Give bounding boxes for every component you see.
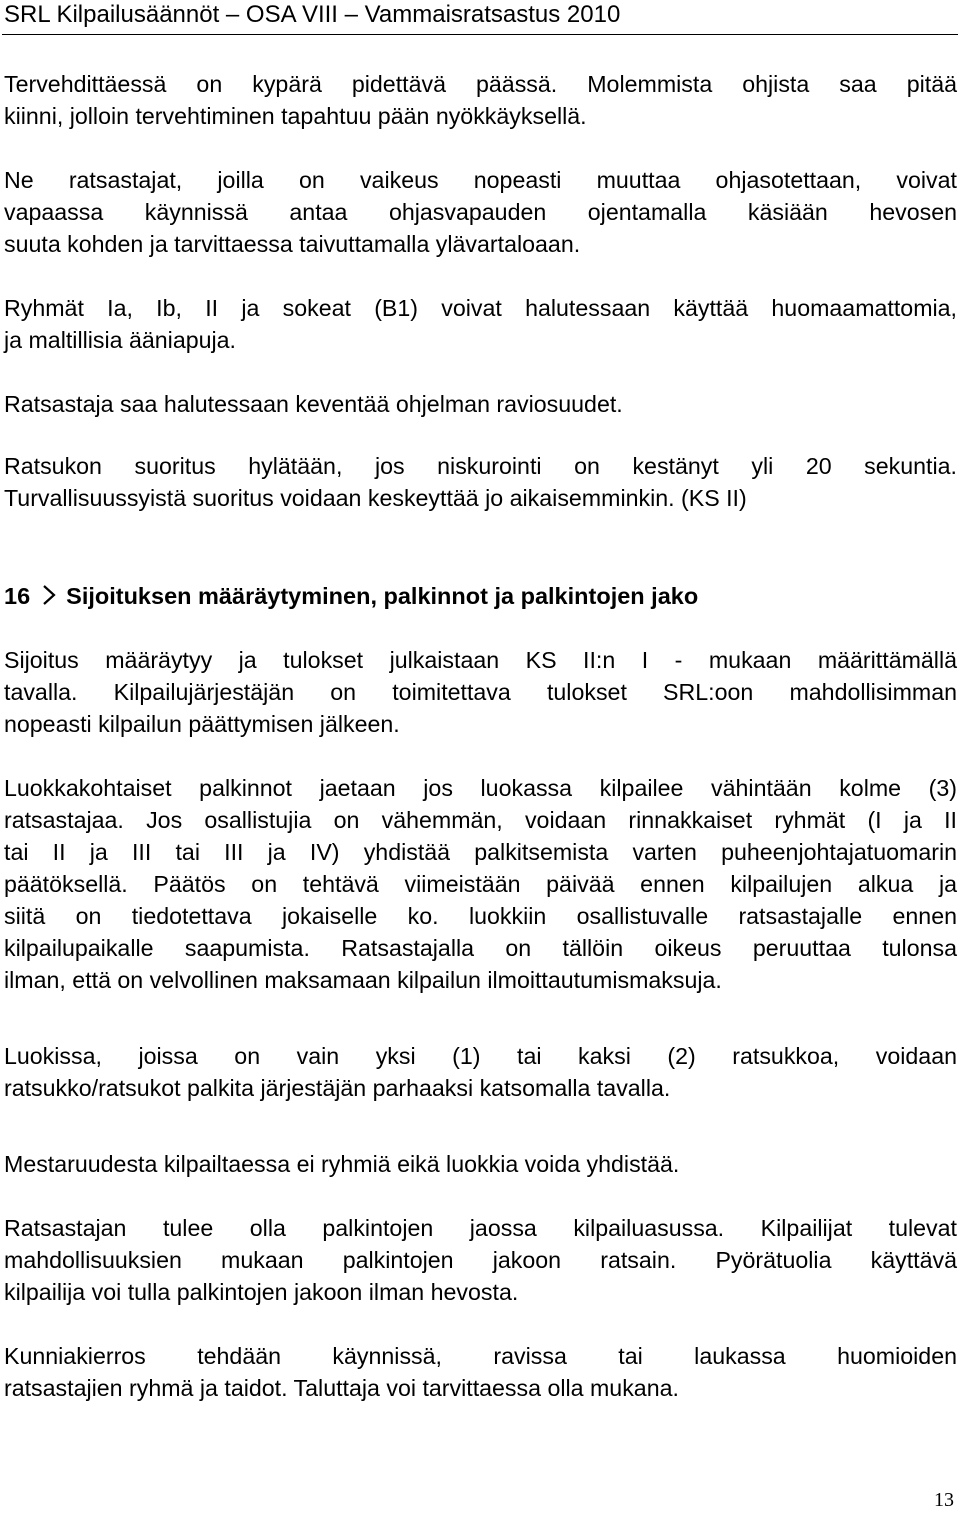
- text-line: Ryhmät Ia, Ib, II ja sokeat (B1) voivat halutessaan käyttää huomaamattomia,: [4, 295, 957, 321]
- text-line: kilpailija voi tulla palkintojen jakoon ilman hevosta.: [4, 1279, 519, 1305]
- text-line: vapaassa käynnissä antaa ohjasvapauden ojentamalla käsiään hevosen: [4, 199, 957, 225]
- text-line: ja maltillisia ääniapuja.: [4, 327, 236, 353]
- text-line: Ne ratsastajat, joilla on vaikeus nopeasti muuttaa ohjasotettaan, voivat: [4, 167, 957, 193]
- text-line: suuta kohden ja tarvittaessa taivuttamalla ylävartaloaan.: [4, 231, 581, 257]
- paragraph-reins: [4, 164, 957, 260]
- text-line: ratsastajien ryhmä ja taidot. Taluttaja voi tarvittaessa olla mukana.: [4, 1375, 679, 1401]
- text-line: siitä on tiedotettava jokaiselle ko. luokkiin osallistuvalle ratsastajalle ennen: [4, 903, 957, 929]
- tab-arrow-icon: [42, 582, 56, 614]
- section-heading: [4, 580, 698, 614]
- text-line: kiinni, jolloin tervehtiminen tapahtuu pään nyökkäyksellä.: [4, 103, 587, 129]
- text-line: Sijoitus määräytyy ja tulokset julkaistaan KS II:n I - mukaan määrittämällä: [4, 647, 957, 673]
- paragraph-helmet: [4, 68, 957, 132]
- text-line: Luokissa, joissa on vain yksi (1) tai kaksi (2) ratsukkoa, voidaan: [4, 1043, 957, 1069]
- paragraph-lap-of-honour: [4, 1340, 957, 1404]
- text-line: Turvallisuussyistä suoritus voidaan keskeyttää jo aikaisemminkin. (KS II): [4, 485, 747, 511]
- text-line: Ratsukon suoritus hylätään, jos niskurointi on kestänyt yli 20 sekuntia.: [4, 453, 957, 479]
- text-line: Kunniakierros tehdään käynnissä, ravissa tai laukassa huomioiden: [4, 1343, 957, 1369]
- text-line: Tervehdittäessä on kypärä pidettävä päässä. Molemmista ohjista saa pitää: [4, 71, 957, 97]
- text-line: ilman, että on velvollinen maksamaan kilpailun ilmoittautumismaksuja.: [4, 967, 722, 993]
- text-line: Ratsastaja saa halutessaan keventää ohjelman raviosuudet.: [4, 391, 623, 417]
- header-divider: [2, 34, 958, 35]
- text-line: päätöksellä. Päätös on tehtävä viimeistään päivää ennen kilpailujen alkua ja: [4, 871, 957, 897]
- text-line: Ratsastajan tulee olla palkintojen jaossa kilpailuasussa. Kilpailijat tulevat: [4, 1215, 957, 1241]
- paragraph-attire: [4, 1212, 957, 1308]
- text-line: mahdollisuuksien mukaan palkintojen jakoon ratsain. Pyörätuolia käyttävä: [4, 1247, 957, 1273]
- page-header: SRL Kilpailusäännöt – OSA VIII – Vammaisratsastus 2010: [4, 1, 621, 28]
- paragraph-small-classes: [4, 1040, 957, 1104]
- text-line: Mestaruudesta kilpailtaessa ei ryhmiä eikä luokkia voida yhdistää.: [4, 1151, 680, 1177]
- section-number: 16: [4, 583, 31, 609]
- text-line: nopeasti kilpailun päättymisen jälkeen.: [4, 711, 400, 737]
- page-number: 13: [934, 1489, 954, 1511]
- text-line: kilpailupaikalle saapumista. Ratsastajalla on tällöin oikeus peruuttaa tulonsa: [4, 935, 957, 961]
- text-line: tai II ja III tai III ja IV) yhdistää palkitsemista varten puheenjohtajatuomarin: [4, 839, 957, 865]
- section-title: Sijoituksen määräytyminen, palkinnot ja palkintojen jako: [66, 583, 699, 609]
- paragraph-prizes: [4, 772, 957, 996]
- paragraph-trot: [4, 388, 957, 420]
- text-line: ratsastajaa. Jos osallistujia on vähemmän, voidaan rinnakkaiset ryhmät (I ja II: [4, 807, 957, 833]
- text-line: tavalla. Kilpailujärjestäjän on toimitettava tulokset SRL:oon mahdollisimman: [4, 679, 957, 705]
- text-line: ratsukko/ratsukot palkita järjestäjän parhaaksi katsomalla tavalla.: [4, 1075, 671, 1101]
- paragraph-groups: [4, 292, 957, 356]
- paragraph-championship: [4, 1148, 957, 1180]
- text-line: Luokkakohtaiset palkinnot jaetaan jos luokassa kilpailee vähintään kolme (3): [4, 775, 957, 801]
- paragraph-placing: [4, 644, 957, 740]
- paragraph-rejection: [4, 450, 957, 514]
